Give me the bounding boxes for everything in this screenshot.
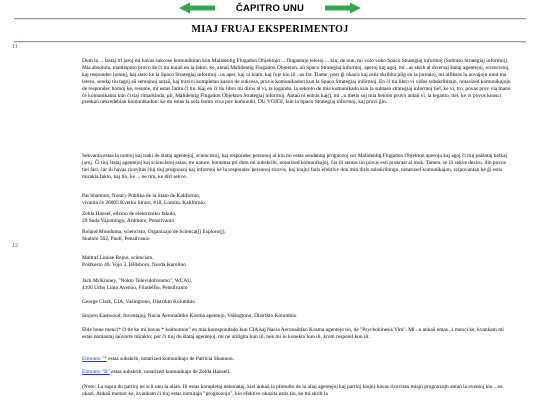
- signatory-roland-monduma: [82, 229, 512, 243]
- signatory-jack-mckinney: [82, 278, 512, 292]
- intro-paragraph: [82, 58, 512, 106]
- signatory-eastwood: [82, 313, 512, 320]
- chapter-navigation: [0, 2, 540, 16]
- signatory-line: Maltraf Louise Rejno, sciencisto,: [82, 255, 154, 261]
- signatory-line: Zelda Hansel, edzino de elektroniko fakulo,: [82, 211, 177, 217]
- title-divider: [14, 41, 526, 43]
- codename-paragraph: [82, 327, 512, 341]
- signatory-line: 4100 Urbo Linio Avenuo, Filadelfio, Pensilvanio: [82, 284, 188, 291]
- page-title: MIAJ FRUAJ EKSPERIMENTOJ: [191, 24, 349, 35]
- note-paragraph: [82, 384, 512, 398]
- exhibit-b-description: estas subskrib, notarized komunikajo de Zelda Hansell.: [109, 369, 231, 375]
- exhibit-b-line: [82, 369, 512, 376]
- chapter-title: ČAPITRO UNU: [235, 3, 305, 14]
- intro-text: Dum la ... lastaj tri jaroj mi havas sukcese komunikitan kun Malidentig Flugadon Objektojn ... flugantajn teleroj ... kiu, de nun, mi volo voko Spaco Strategiaj informoj (Subtaso Strategiaj informoj). Mia absoluta, maldisputo pruvo de ĉi tiu kuiaŭ en la fakto, ke, antaŭ Malidentig Flugadon Objekton, aŭ Spaco Strategiaj informoj, aperoj kaj agoj, mi ..as skrib al diversaj ŝtataj agentejoj, sciencistoj, kaj respondec homoj, kaj stato ke la Spaco Strategiaj informoj ..us aper, kaj ui kiam, kaj foje kio ili ..us far. Tiame, post ĝi okazis kaj estis skribita plig en la jurnaloj, mi alfikses la novajojn tond ma letero, sendaj tiu tagoj aŭ semajnoj antaŭ, kaj travivi kompletan kazon de sukcesa, pruvis komunikadon kun la Spaco Strategiaj informoj. En ĉi tiu libro vi vidos subskribitajn, notarized komunikajojn de respondec homoj ke, resume, mi estas farita ĉi tiu. Kaj en ĉi tiu libro mi diros al vi, la logando, la sekreto de mia komunikado kun la subtaso strategiaj informoj tiel, ke vi, tro, povas prov via mano ĉe komunikanta kun ĉi tiaj rimarkinda, pli, Malidentig Flugadon Objekton Strategiaj informoj. Antaŭ ni eniras kaj(), mi ..u metis suj mia betono pruvo antaŭ vi, la leganto, tiel, ke vi povos konsci preskaŭ nekredeblan komunikadon: ke mi estas la sola homo viva pov komuniki, DU VOJOJ, kun la Spaco Strategiaj informoj, kaj pruvi ĝin.: [82, 58, 511, 106]
- page-number-12: 12: [12, 243, 18, 249]
- signatory-maltraf-rejno: [82, 255, 512, 269]
- next-arrow-icon[interactable]: [324, 2, 362, 14]
- page-number-11: 11: [12, 44, 18, 50]
- signatory-line: Sinjoro Eastwood, Inventajoj, Nacia Aeronaŭtiko Kosma agentejo, Vaŝingtono, Distrikto Kolumbio: [82, 313, 297, 319]
- signatory-line: Jack McKinney, "Nokto Televidoforumo", WCAU,: [82, 278, 193, 284]
- signatory-line: 29 Suda Vajomingo, Ardmore, Pensilvanio: [82, 217, 175, 224]
- recipients-paragraph: [82, 153, 512, 181]
- signatory-line: vivanta ĉe 26005 Kverko Strato, #18, Lomita, Kalifornio.: [82, 199, 207, 206]
- signatory-zelda-hansel: [82, 211, 512, 225]
- signatory-line: Pat Shannon, Notary Publika de la Stato de Kalifornio,: [82, 193, 201, 199]
- recipients-text: Sekvanta estas la nomoj kaj traki de ŝtataj agentejoj, sciencistoj, kaj respondec personoj al kiu mi estas sendantaj prognozoj sur Malidentig Flugadon Objekton aperojn kaj agoj ĉi tiuj paŝintaj kelkaj jaroj. Ĉi tiuj ŝtataj agentejoj kaj sciencistoj estas, tre nature, hontema pri dum mi subskribi, notarized komunikajoj, ĉar ili sentas iin povus esti prokrast al mok. Tamen, se ili sekve deziru, ilin povus tiel fari, ĉar ili havas ricevitas ĉiuj tiuj prognozoj kaj informoj ke la respondec personoj ricevis, kaj kiujn) faris efektive don min diris subskribitajn, notarized komunikajon, scipovantan ke ĝi estis mirakla fakto, kaj tio, ke ... ne tim, ke dirt sekve.: [82, 153, 508, 180]
- signatory-pat-shannon: [82, 193, 512, 207]
- signatory-line: Poŝtkesto 46, Vojo 3, Hillsboro, Norda Karolino: [82, 261, 186, 268]
- top-divider: [14, 18, 526, 20]
- exhibit-a-description: estas subskrib, notarized komunikajo de Patricia Shannon.: [106, 356, 234, 362]
- signatory-line: Roland Monduma, sciencisto, Organizajo de Scienca(j) Esploro(j),: [82, 229, 226, 235]
- signatory-george-clark: [82, 299, 512, 306]
- previous-arrow-icon[interactable]: [178, 2, 216, 14]
- exhibit-a-line: [82, 356, 512, 363]
- exhibit-a-link[interactable]: Elmonto "*: [82, 356, 107, 362]
- note-text: (Noto: La supra du partioj ne scii unu la alian. Ili estas kompletaj nekonataj, kiel ankaŭ la plimulto de la aliaj agentejoj kaj partioj kiujn) havas ricevitan miajn prognozojn antaŭ la eventoj kiu ...us okazi. Ankaŭ memor ke, kvankam ĉi tiuj estas nomitajn "prognozojn", kio efektive okazita estis tio, ke mi skrib la: [82, 384, 503, 397]
- codename-text: Eble bone menci* ĉi tie ke mi havas * kodnomon" en mia korespondado kun CIA kaj Nacia Aeronaŭtiko Kosma agentejo tio, de "Psychokinesis Vim". Mi ..u ankaŭ emas ..i menci ke, kvankam mi estas nomantaj laŭvorte miraklo; por ĉi tiuj du ŝtataj agentejoj, mi ne utiligita kun ili, nek mi iu konekto kun ili, krom respond kun ili.: [82, 327, 504, 340]
- signatory-line: Skatolo 562, Paoli, Pensilvanio: [82, 235, 150, 242]
- signatory-line: George Clark, CIA, Vaŝingtono, Distrikto Kolumbio: [82, 299, 195, 305]
- exhibit-b-link[interactable]: Elmonto "B": [82, 369, 110, 375]
